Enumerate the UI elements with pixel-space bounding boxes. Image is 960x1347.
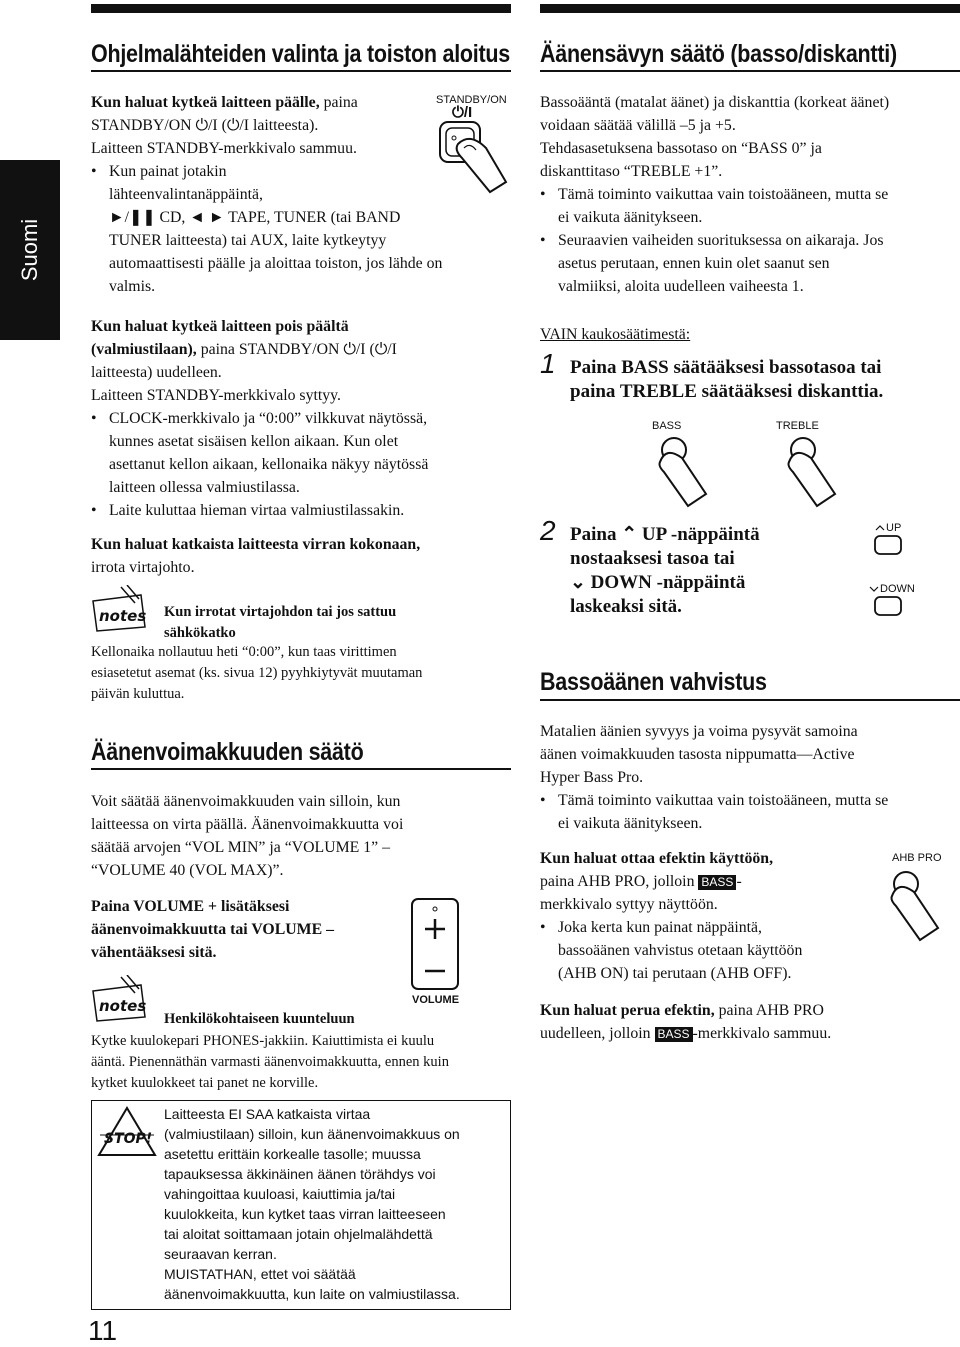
bass-indicator-badge: BASS bbox=[698, 875, 736, 890]
bass-indicator-badge: BASS bbox=[655, 1027, 693, 1042]
volume-text: Voit säätää äänenvoimakkuuden vain silloin, kun laitteessa on virta päällä. Äänenvoimakkuutta voi säätää arvojen “VOL MIN” ja “VOLUME 1” – “VOLUME 40 (VOL MAX)”. bbox=[91, 793, 404, 879]
step2-number: 2 bbox=[540, 515, 556, 546]
remote-only-label: VAIN kaukosäätimestä: bbox=[540, 326, 691, 343]
ahb-pro-label: AHB PRO bbox=[892, 852, 942, 864]
svg-text:notes: notes bbox=[99, 997, 147, 1015]
ahb-use-line: paina AHB PRO, jolloin BASS - bbox=[540, 873, 742, 890]
heading-rule bbox=[540, 699, 960, 701]
tone-intro: Bassoääntä (matalat äänet) ja diskanttia (korkeat äänet) voidaan säätää välillä –5 ja +5. Tehdasasetuksena bassotaso on “BASS 0” ja diskanttitaso “TREBLE +1”. • Tämä toiminto vaikuttaa vain toistoääneen, mutta se ei vaikuta äänitykseen. • Seuraavien vaiheiden suorituksessa on aikaraja. Jos asetus perutaan, ennen kuin olet saanut sen valmiiksi, aloita uudelleen vaiheesta 1. bbox=[540, 91, 958, 298]
step1-text: Paina BASS säätääksesi bassotasoa tai paina TREBLE säätääksesi diskanttia. bbox=[570, 357, 884, 402]
bullet-item: • CLOCK-merkkivalo ja “0:00” vilkkuvat näytössä, kunnes asetat sisäisen kellon aikaan. Kun olet asettanut kellon aikaan, kellonaika näkyy näytössä laitteen ollessa valmiustilassa. bbox=[91, 407, 516, 499]
bullet-item: • Tämä toiminto vaikuttaa vain toistoääneen, mutta se ei vaikuta äänitykseen. bbox=[540, 789, 958, 835]
bullet-item: • Seuraavien vaiheiden suorituksessa on aikaraja. Jos asetus perutaan, ennen kuin olet saanut sen valmiiksi, aloita uudelleen vaiheesta 1. bbox=[540, 229, 958, 298]
bullet-item: • Kun painat jotakin lähteenvalintanäppäintä, ►/❚❚ CD, ◄ ► TAPE, TUNER (tai BAND TUNER laitteesta) tai AUX, laite kytkeytyy automaattisesti päälle ja aloittaa toiston, jos lähde on valmis. bbox=[91, 160, 516, 298]
ahb-text: Matalien äänien syvyys ja voima pysyvät samoina äänen voimakkuuden tasosta nippumatta—Active Hyper Bass Pro. • Tämä toiminto vaikuttaa vain toistoääneen, mutta se ei vaikuta äänitykseen. bbox=[540, 720, 958, 835]
ahb-use-bold: Kun haluat ottaa efektin käyttöön, bbox=[540, 850, 774, 867]
power-on-line: Kun haluat kytkeä laitteen päälle, paina bbox=[91, 94, 358, 111]
cut-power-text: irrota virtajohto. bbox=[91, 559, 195, 576]
power-off-line: Kun haluat kytkeä laitteen pois päältä bbox=[91, 318, 349, 335]
finger-press-ahb-icon bbox=[878, 866, 958, 946]
standby-symbol: ⏻/I bbox=[452, 104, 473, 121]
ahb-cancel-block bbox=[540, 999, 958, 1045]
finger-press-bass-icon bbox=[646, 432, 726, 512]
top-bar-left bbox=[91, 4, 511, 13]
bass-boost-heading: Bassoäänen vahvistus bbox=[540, 668, 767, 696]
step2-text: Paina ⌃ UP -näppäintä nostaaksesi tasoa tai ⌄ DOWN -näppäintä laskeaksi sitä. bbox=[570, 524, 760, 617]
power-on-line: Laitteen STANDBY-merkkivalo sammuu. bbox=[91, 140, 357, 157]
finger-press-treble-icon bbox=[775, 432, 855, 512]
language-tab-label: Suomi bbox=[17, 218, 42, 282]
page-number: 11 bbox=[88, 1315, 118, 1346]
ahb-use-block: Kun haluat ottaa efektin käyttöön, paina AHB PRO, jolloin BASS - merkkivalo syttyy näyttöön. • Joka kerta kun painat näppäintä, bassoäänen vahvistus otetaan käyttöön (AHB ON) tai perutaan (AHB OFF). bbox=[540, 847, 860, 985]
cut-power-bold: Kun haluat katkaista laitteesta virran kokonaan, bbox=[91, 536, 421, 553]
bullet-item: • Tämä toiminto vaikuttaa vain toistoääneen, mutta se ei vaikuta äänitykseen. bbox=[540, 183, 958, 229]
up-label: UP bbox=[886, 522, 902, 534]
note1-text: Kellonaika nollautuu heti “0:00”, kun taas virittimen esiasetetut asemat (ks. sivua 12) pyyhkiytyvät muutaman päivän kuluttua. bbox=[91, 644, 423, 702]
svg-text:STOP!: STOP! bbox=[104, 1131, 153, 1147]
note1-title: Kun irrotat virtajohdon tai jos sattuu sähkökatko bbox=[164, 604, 397, 641]
finger-press-standby-icon bbox=[430, 118, 510, 198]
volume-label: VOLUME bbox=[412, 994, 460, 1006]
bullet-item: • Laite kuluttaa hieman virtaa valmiustilassakin. bbox=[91, 499, 516, 522]
volume-heading: Äänenvoimakkuuden säätö bbox=[91, 738, 364, 766]
source-selection-heading: Ohjelmalähteiden valinta ja toiston aloitus bbox=[91, 40, 510, 68]
volume-buttons-icon bbox=[408, 895, 464, 995]
language-tab bbox=[0, 160, 60, 340]
treble-button-label: TREBLE bbox=[776, 420, 819, 432]
bullet-item: • Joka kerta kun painat näppäintä, bassoäänen vahvistus otetaan käyttöön (AHB ON) tai perutaan (AHB OFF). bbox=[540, 916, 860, 985]
heading-rule bbox=[91, 768, 511, 770]
volume-step: Paina VOLUME + lisätäksesi äänenvoimakkuutta tai VOLUME – vähentääksesi sitä. bbox=[91, 898, 334, 961]
note2-text: Kytke kuulokepari PHONES-jakkiin. Kaiuttimista ei kuulu ääntä. Pienennäthän varmasti äänenvoimakkuutta, ennen kuin kytket kuulokkeet tai panet ne korville. bbox=[91, 1033, 449, 1091]
power-off-line: Laitteen STANDBY-merkkivalo syttyy. bbox=[91, 387, 341, 404]
cut-power-block bbox=[91, 533, 516, 579]
ahb-cancel-line: uudelleen, jolloin BASS -merkkivalo sammuu. bbox=[540, 1025, 832, 1042]
ahb-cancel-line: Kun haluat perua efektin, paina AHB PRO bbox=[540, 1002, 824, 1019]
down-button-icon bbox=[868, 583, 908, 617]
notes-icon bbox=[91, 975, 155, 1025]
power-off-line: (valmiustilaan), paina STANDBY/ON ⏻/I (⏻/I bbox=[91, 341, 397, 358]
tone-control-heading: Äänensävyn säätö (basso/diskantti) bbox=[540, 40, 897, 68]
standby-label: STANDBY/ON bbox=[436, 94, 507, 106]
warning-text: Laitteesta EI SAA katkaista virtaa (valmiustilaan) silloin, kun äänenvoimakkuus on asetettu erittäin korkealle tasolle; muussa tapauksessa äkkinäinen äänen törähdys voi vahingoittaa kuuloasi, kaiuttimia ja/tai kuulokkeita, kun kytket taas virran laitteeseen tai aloitat soittamaan jotain ohjelmalähdettä seuraavan kerran. MUISTATHAN, ettet voi säätää äänenvoimakkuutta, kun laite on valmiustilassa. bbox=[164, 1106, 460, 1302]
stop-warning-icon bbox=[96, 1105, 158, 1161]
power-off-line: laitteesta) uudelleen. bbox=[91, 364, 222, 381]
power-on-line: STANDBY/ON ⏻/I (⏻/I laitteesta). bbox=[91, 117, 319, 134]
step1-number: 1 bbox=[540, 348, 556, 379]
down-label: DOWN bbox=[880, 583, 915, 595]
top-bar-right bbox=[540, 4, 960, 13]
svg-text:notes: notes bbox=[99, 607, 147, 625]
power-on-block bbox=[91, 91, 431, 160]
heading-rule bbox=[91, 70, 511, 72]
notes-icon bbox=[91, 585, 155, 635]
heading-rule bbox=[540, 70, 960, 72]
power-off-block bbox=[91, 315, 516, 522]
note2-title: Henkilökohtaiseen kuunteluun bbox=[164, 1011, 355, 1027]
up-button-icon bbox=[872, 522, 906, 556]
bass-button-label: BASS bbox=[652, 420, 682, 432]
